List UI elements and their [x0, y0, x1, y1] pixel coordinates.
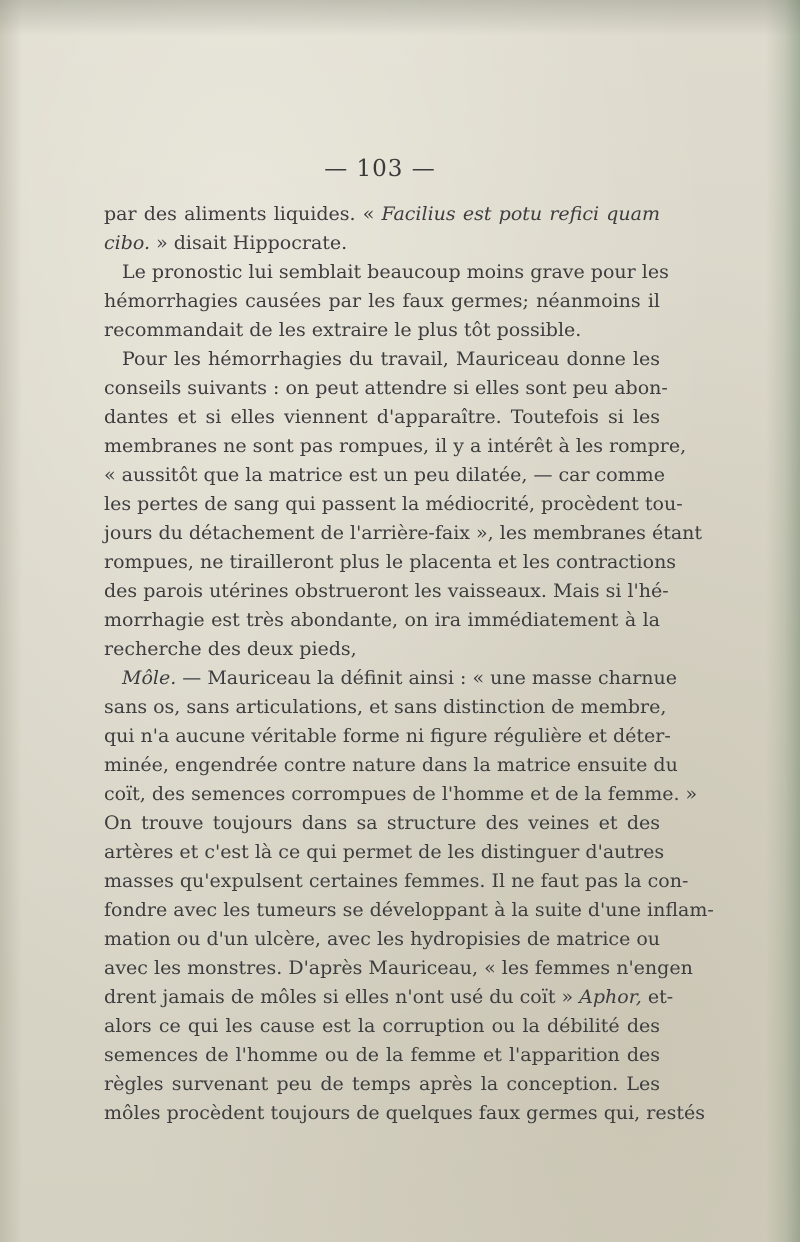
text-line: fondre avec les tumeurs se développant à la suite d'une inflam- — [104, 899, 714, 921]
text-line: semences de l'homme ou de la femme et l'apparition des — [104, 1044, 660, 1066]
text-line: mation ou d'un ulcère, avec les hydropisies de matrice ou — [104, 928, 661, 950]
italic-phrase: Aphor, — [579, 986, 642, 1008]
text-line: cibo. » disait Hippocrate. — [104, 232, 348, 254]
text-line: recherche des deux pieds, — [104, 638, 357, 660]
page-edge-shadow-left — [0, 0, 22, 1242]
text-line: règles survenant peu de temps après la conception. Les — [104, 1073, 660, 1095]
text-line: jours du détachement de l'arrière-faix », les membranes étant — [104, 522, 703, 544]
text-line: dantes et si elles viennent d'apparaître. Toutefois si les — [104, 406, 660, 428]
text-line: les pertes de sang qui passent la médiocrité, procèdent tou- — [104, 493, 683, 515]
text-line: des parois utérines obstrueront les vaisseaux. Mais si l'hé- — [104, 580, 669, 602]
text-line: môles procèdent toujours de quelques faux germes qui, restés — [104, 1102, 705, 1124]
text-line: artères et c'est là ce qui permet de les distinguer d'autres — [104, 841, 665, 863]
text-line: masses qu'expulsent certaines femmes. Il ne faut pas la con- — [104, 870, 689, 892]
page-number: — 103 — — [324, 156, 436, 182]
text-line: alors ce qui les cause est la corruption ou la débilité des — [104, 1015, 660, 1037]
text-line: On trouve toujours dans sa structure des veines et des — [104, 812, 660, 834]
body-text — [104, 200, 714, 1128]
text-line: avec les monstres. D'après Mauriceau, « les femmes n'engen — [104, 957, 693, 979]
text-line: Le pronostic lui semblait beaucoup moins grave pour les — [122, 261, 669, 283]
page-edge-shadow-top — [0, 0, 800, 36]
text-line: morrhagie est très abondante, on ira immédiatement à la — [104, 609, 660, 631]
text-line: minée, engendrée contre nature dans la matrice ensuite du — [104, 754, 678, 776]
text-line: par des aliments liquides. « Facilius est potu refici quam — [104, 203, 660, 225]
text-line: coït, des semences corrompues de l'homme et de la femme. » — [104, 783, 698, 805]
text-line: sans os, sans articulations, et sans distinction de membre, — [104, 696, 667, 718]
text-line: recommandait de les extraire le plus tôt possible. — [104, 319, 582, 341]
text-line: rompues, ne tirailleront plus le placenta et les contractions — [104, 551, 677, 573]
text-line: « aussitôt que la matrice est un peu dilatée, — car comme — [104, 464, 665, 486]
text-line: qui n'a aucune véritable forme ni figure régulière et déter- — [104, 725, 671, 747]
italic-phrase: Facilius est potu refici quam — [381, 203, 660, 225]
text-line: Pour les hémorrhagies du travail, Mauriceau donne les — [122, 348, 660, 370]
text-line: conseils suivants : on peut attendre si elles sont peu abon- — [104, 377, 668, 399]
italic-phrase: cibo. — [104, 232, 151, 254]
italic-phrase: Môle. — [122, 667, 177, 689]
page-edge-shadow-right — [766, 0, 800, 1242]
text-line: drent jamais de môles si elles n'ont usé du coït » Aphor, et- — [104, 986, 674, 1008]
text-line: membranes ne sont pas rompues, il y a intérêt à les rompre, — [104, 435, 687, 457]
text-line: hémorrhagies causées par les faux germes; néanmoins il — [104, 290, 660, 312]
text-line: Môle. — Mauriceau la définit ainsi : « une masse charnue — [122, 667, 678, 689]
